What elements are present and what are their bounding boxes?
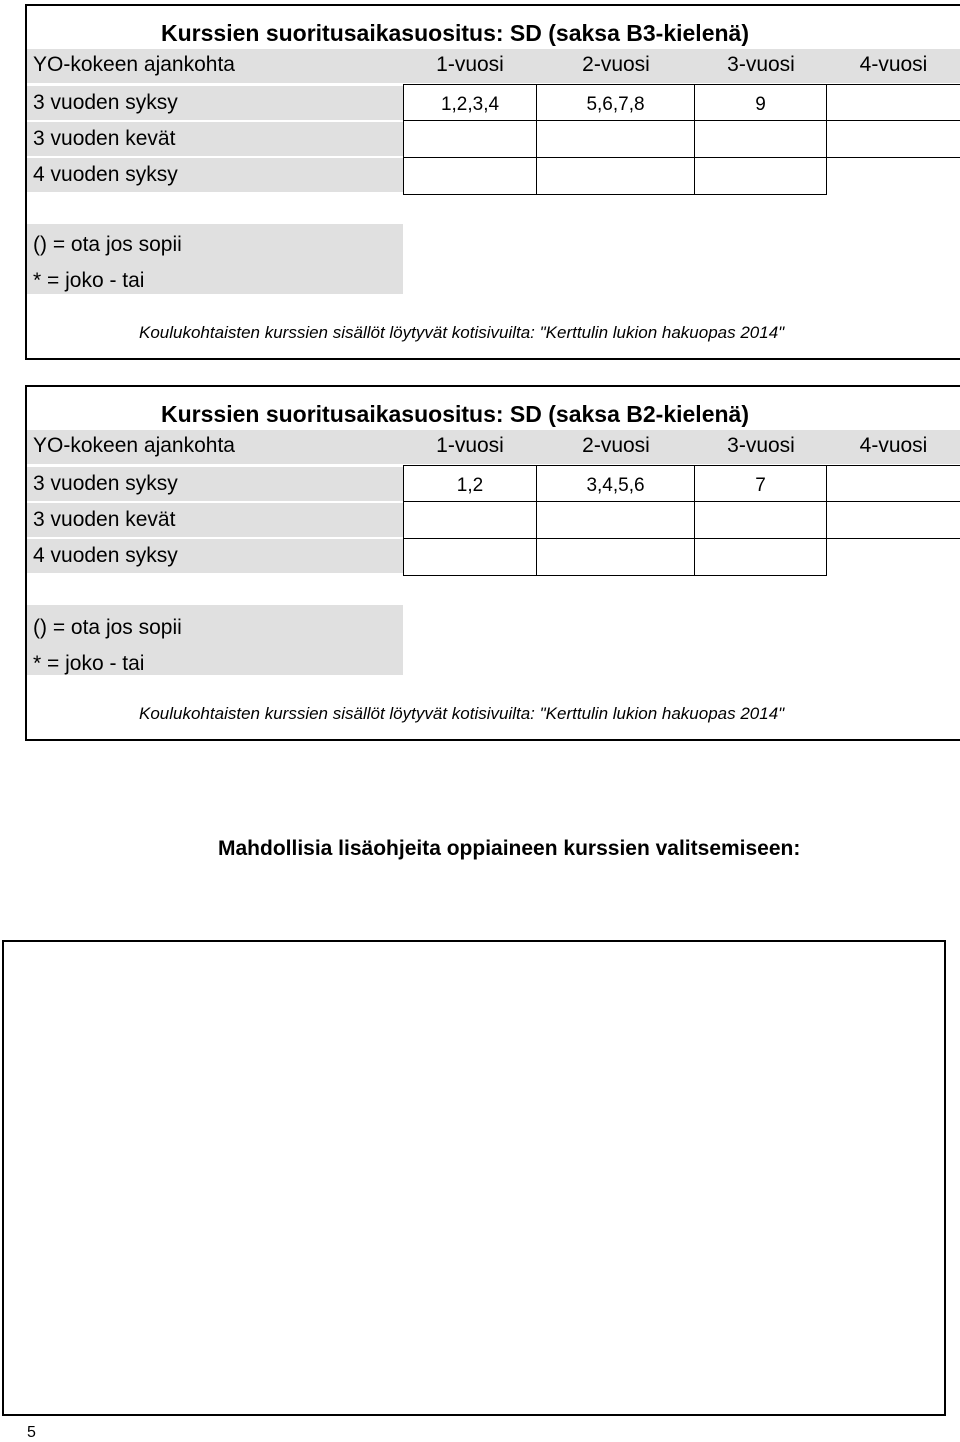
row-label: 3 vuoden syksy	[33, 91, 178, 114]
table-cell: 5,6,7,8	[537, 84, 695, 121]
table-cell	[695, 539, 827, 576]
page-number: 5	[27, 1424, 36, 1441]
table-cell	[827, 121, 960, 158]
header-label: YO-kokeen ajankohta	[33, 434, 235, 457]
row-label: 3 vuoden kevät	[33, 127, 176, 150]
legend-item: () = ota jos sopii	[33, 616, 182, 639]
course-table-b3	[25, 4, 960, 360]
table-cell	[827, 502, 960, 539]
header-row	[27, 49, 960, 83]
table-cell	[537, 539, 695, 576]
header-label: YO-kokeen ajankohta	[33, 53, 235, 76]
table-cell	[537, 158, 695, 195]
table-cell: 7	[695, 465, 827, 502]
legend-item: * = joko - tai	[33, 652, 145, 675]
column-header: 1-vuosi	[436, 53, 504, 76]
table-cell	[695, 121, 827, 158]
table-cell: 1,2	[403, 465, 537, 502]
table-title: Kurssien suoritusaikasuositus: SD (saksa B2-kielenä)	[161, 401, 749, 427]
table-note: Koulukohtaisten kurssien sisällöt löytyvät kotisivuilta: "Kerttulin lukion hakuopas 2014"	[139, 323, 785, 342]
instructions-heading: Mahdollisia lisäohjeita oppiaineen kurssien valitsemiseen:	[218, 837, 801, 860]
table-cell	[695, 502, 827, 539]
table-row-label	[27, 503, 403, 537]
table-cell	[827, 158, 960, 195]
legend	[27, 605, 403, 675]
table-cell	[827, 465, 960, 502]
table-cell	[403, 539, 537, 576]
table-row-label	[27, 122, 403, 156]
table-cell	[403, 502, 537, 539]
legend	[27, 224, 403, 294]
column-header: 3-vuosi	[727, 434, 795, 457]
table-title: Kurssien suoritusaikasuositus: SD (saksa B3-kielenä)	[161, 20, 749, 46]
table-cell	[403, 158, 537, 195]
column-header: 1-vuosi	[436, 434, 504, 457]
column-header: 2-vuosi	[582, 434, 650, 457]
header-row	[27, 430, 960, 464]
column-header: 3-vuosi	[727, 53, 795, 76]
table-cell	[537, 502, 695, 539]
table-cell: 1,2,3,4	[403, 84, 537, 121]
row-label: 3 vuoden kevät	[33, 508, 176, 531]
course-table-b2	[25, 385, 960, 741]
table-row-label	[27, 467, 403, 501]
column-header: 2-vuosi	[582, 53, 650, 76]
legend-item: * = joko - tai	[33, 269, 145, 292]
table-cell: 3,4,5,6	[537, 465, 695, 502]
table-cell: 9	[695, 84, 827, 121]
table-cell	[403, 121, 537, 158]
table-row-label	[27, 158, 403, 192]
row-label: 3 vuoden syksy	[33, 472, 178, 495]
table-row-label	[27, 86, 403, 120]
row-label: 4 vuoden syksy	[33, 544, 178, 567]
table-cell	[695, 158, 827, 195]
instructions-box	[2, 940, 946, 1416]
table-cell	[537, 121, 695, 158]
table-row-label	[27, 539, 403, 573]
table-cell	[827, 539, 960, 576]
column-header: 4-vuosi	[859, 434, 928, 457]
row-label: 4 vuoden syksy	[33, 163, 178, 186]
table-cell	[827, 84, 960, 121]
column-header: 4-vuosi	[859, 53, 928, 76]
legend-item: () = ota jos sopii	[33, 233, 182, 256]
table-note: Koulukohtaisten kurssien sisällöt löytyvät kotisivuilta: "Kerttulin lukion hakuopas 2014"	[139, 704, 785, 723]
